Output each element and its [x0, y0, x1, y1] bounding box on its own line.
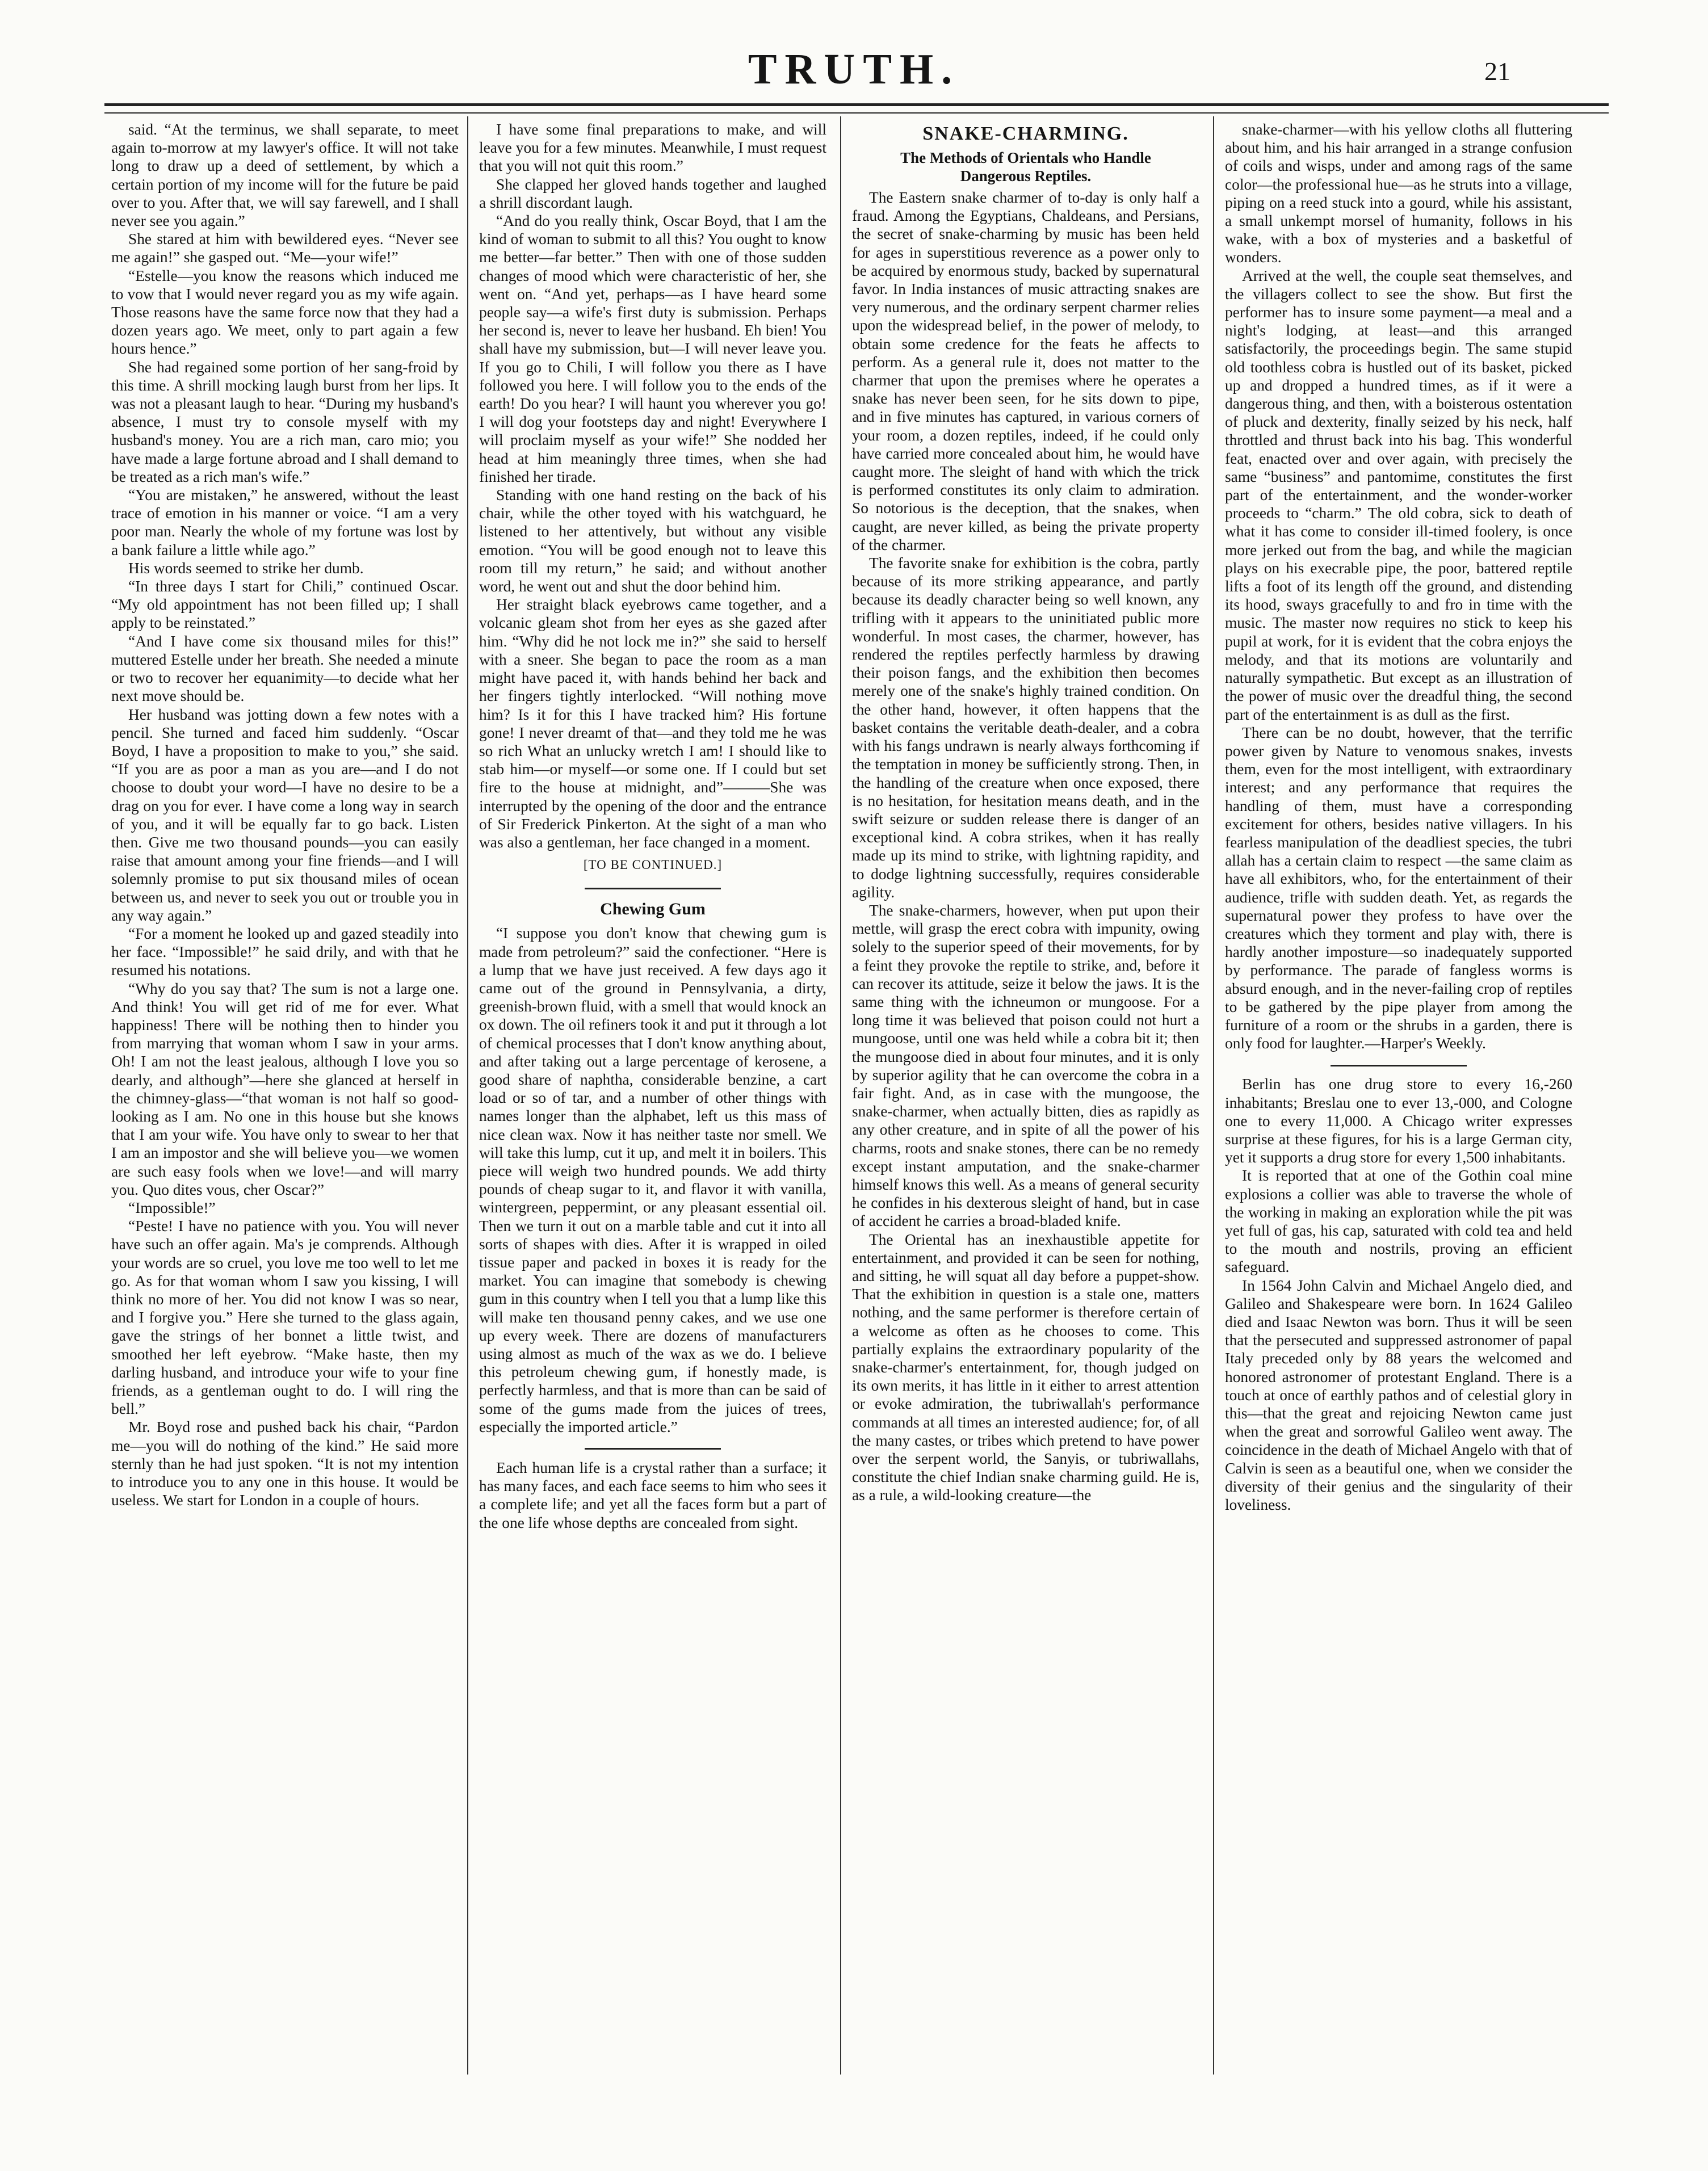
story-paragraph: His words seemed to strike her dumb. — [128, 559, 364, 577]
story-paragraph: Mr. Boyd rose and pushed back his chair, “Pardon me—you will do nothing of the kind.” He said more sternly than he had just spoken. “It is not my intention to introduce you to any one in this house. It would be useless. We start for London in a couple of hours. — [111, 1418, 459, 1509]
news-note: It is reported that at one of the Gothin coal mine explosions a collier was able to traverse the whole of the working in making an exploration while the pit was yet full of gas, his cap, saturated with cold tea and held to the mouth and nostrils, proving an efficient safeguard. — [1225, 1167, 1572, 1276]
newspaper-title: TRUTH. — [748, 45, 960, 93]
section-divider — [479, 881, 826, 892]
article-paragraph: Arrived at the well, the couple seat themselves, and the villagers collect to see the show. But first the performer has to insure some payment—a meal and a night's lodging, at least—and this arranged satisfactorily, the proceedings begin. The same stupid old toothless cobra is hustled out of its basket, picked up and dropped a hundred times, as if it were a dangerous thing, and then, with a boisterous ostentation of pluck and dexterity, finally seized by his neck, half throttled and thrust back into his bag. This wonderful feat, enacted over and over again, with precisely the same “business” and pantomime, constitutes the first part of the entertainment, and the wonder-worker proceeds to “charm.” The old cobra, sick to death of what it has come to consider ill-timed foolery, is once more jerked out from the bag, and while the magician plays on his execrable pipe, the poor, battered reptile lifts a foot of its length off the ground, and distending its hood, sways gracefully to and fro in time with the music. The master now requires no stick to keep his pupil at work, for it is evident that the cobra enjoys the melody, and that its motions are voluntarily and naturally sympathetic. But except as an illustration of the power of music over the dreadful thing, the second part of the entertainment is as dull as the first. — [1225, 267, 1572, 723]
story-paragraph: “For a moment he looked up and gazed steadily into her face. “Impossible!” he said drily, and with that he resumed his notations. — [111, 925, 459, 979]
page-number: 21 — [1484, 57, 1510, 86]
article-paragraph: The favorite snake for exhibition is the cobra, partly because of its more striking appearance, and partly because its deadly character being so well known, any trifling with it appears to the uninitiated public more wonderful. In most cases, the charmer, however, has rendered the reptiles perfectly harmless by drawing their poison fangs, and the exhibition then becomes merely one of the snake's highly trained condition. On the other hand, however, it often happens that the basket contains the veritable death-dealer, and a cobra with his fangs undrawn is nearly always forthcoming if the temptation in money be sufficiently strong. Then, in the handling of the creature when once exposed, there is no hesitation, for hesitation means death, and in the swift seizure or sudden release there is danger of an exceptional kind. A cobra strikes, when it has really made up its mind to strike, with lightning rapidity, and to dodge lightning successfully, requires considerable agility. — [852, 555, 1199, 901]
article-paragraph: snake-charmer—with his yellow cloths all fluttering about him, and his hair arranged in a strange confusion of coils and wisps, under and among rags of the same color—the professional hue—as he struts into a village, piping on a reed stuck into a gourd, while his assistant, a small unkempt morsel of humanity, follows in his wake, with a box of mysteries and a basketful of wonders. — [1225, 121, 1572, 266]
story-paragraph: “And I have come six thousand miles for this!” muttered Estelle under her breath. She needed a minute or two to recover her equanimity—to decide what her next move should be. — [111, 632, 459, 705]
news-note: Berlin has one drug store to every 16,-260 inhabitants; Breslau one to ever 13,-000, and Cologne one to every 11,000. A Chicago writer expresses surprise at these figures, for his is a large German city, yet it supports a drug store for every 1,500 inhabitants. — [1225, 1076, 1572, 1166]
article-paragraph: The Oriental has an inexhaustible appetite for entertainment, and provided it can be seen for nothing, and sitting, he will squat all day before a puppet-show. That the exhibition in question is a stale one, matters nothing, and the same performer is therefore certain of a welcome as often as he chooses to come. This partially explains the extraordinary popularity of the snake-charmer's entertainment, for, though judged on its own merits, it has little in it either to arrest attention or evoke admiration, the tubriwallah's performance commands at all times an interested audience; for, of all the many castes, or tribes which pretend to have power over the serpent world, the Sanyis, or tubriwallahs, constitute the chief Indian snake charming guild. He is, as a rule, a wild-looking creature—the — [852, 1231, 1199, 1504]
story-paragraph: She clapped her gloved hands together and laughed a shrill discordant laugh. — [479, 175, 826, 211]
masthead — [0, 41, 1708, 103]
column-divider — [1213, 116, 1214, 2075]
header-rule-thin — [104, 112, 1609, 114]
story-paragraph: I have some final preparations to make, and will leave you for a few minutes. Meanwhile, I must request that you will not quit this room.” — [479, 121, 826, 175]
article-paragraph: The Eastern snake charmer of to-day is only half a fraud. Among the Egyptians, Chaldeans, and Persians, the secret of snake-charming by music has been held for ages in superstitious reverence as a power only to be acquired by enormous study, backed by supernatural favor. In India instances of music attracting snakes are very numerous, and the ordinary serpent charmer relies upon the widespread belief, in the power of melody, to obtain some credence for the feats he affects to perform. As a general rule it, does not matter to the charmer that upon the premises where he operates a snake has never been seen, for he sits down to pipe, and in five minutes has captured, in various corners of your room, a dozen reptiles, indeed, if he could only have carried more concealed about him, he would have caught more. The sleight of hand with which the trick is performed constitutes its only claim to admiration. So notorious is the deception, that the snakes, when caught, are never killed, as being the private property of the charmer. — [852, 189, 1199, 553]
story-paragraph: She stared at him with bewildered eyes. “Never see me again!” she gasped out. “Me—your wife!” — [111, 230, 459, 266]
story-paragraph: Standing with one hand resting on the back of his chair, while the other toyed with his watchguard, he listened to her attentively, but without any visible emotion. “You will be good enough not to leave this room till my return,” he said; and without another word, he went out and shut the door behind him. — [479, 486, 826, 595]
column-4 — [1225, 120, 1572, 2073]
story-paragraph: “And do you really think, Oscar Boyd, that I am the kind of woman to submit to all this? You ought to know me better—far better.” Then with one of those sudden changes of mood which were characteristic of her, she went on. “And yet, perhaps—as I have heard some people say—a wife's first duty is submission. Perhaps her second is, never to leave her husband. Eh bien! You shall have my submission, but—I will never leave you. If you go to Chili, I will follow you there as I have followed you here. I will follow you to the ends of the earth! Do you hear? I will haunt you wherever you go! I will dog your footsteps day and night! Everywhere I will proclaim myself as your wife!” She nodded her head at him meaningly three times, when she had finished her tirade. — [479, 212, 826, 485]
story-paragraph: “You are mistaken,” he answered, without the least trace of emotion in his manner or voice. “I am a very poor man. Nearly the whole of my fortune was lost by a bank failure a little while ago.” — [111, 486, 459, 559]
story-paragraph: “Estelle—you know the reasons which induced me to vow that I would never regard you as my wife again. Those reasons have the same force now that they had a dozen years ago. We meet, only to part again a few hours hence.” — [111, 267, 459, 358]
header-rule — [104, 103, 1609, 106]
snake-charming-subheadline: The Methods of Orientals who Handle Dangerous Reptiles. — [900, 149, 1151, 184]
story-paragraph: Her straight black eyebrows came together, and a volcanic gleam shot from her eyes as she gazed after him. “Why did he not lock me in?” she said to herself with a sneer. She began to pace the room as a man might have paced it, with hands behind her back and her fingers tightly interlocked. “Will nothing move him? Is it for this I have tracked him? His fortune gone! I never dreamt of that—and they told me he was so rich What an unlucky wretch I am! I should like to stab him—or myself—or some one. If I could but set fire to the house at midnight, and”———She was interrupted by the opening of the door and the entrance of Sir Frederick Pinkerton. At the sight of a man who was also a gentleman, her face changed in a moment. — [479, 596, 826, 851]
news-note: In 1564 John Calvin and Michael Angelo died, and Galileo and Shakespeare were born. In 1624 Galileo died and Isaac Newton was born. Thus it will be seen that the persecuted and suppressed astronomer of papal Italy preceded only by 88 years the welcomed and honored astronomer of protestant England. There is a touch at once of earthly pathos and of celestial glory in this—that the great and rejoicing Newton came just when the great and sorrowful Galileo went away. The coincidence in the death of Michael Angelo with that of Calvin is seen as a beautiful one, when we consider the diversity of their genius and the singularity of their loveliness. — [1225, 1276, 1572, 1514]
column-divider — [467, 116, 468, 2075]
chewing-gum-headline: Chewing Gum — [600, 900, 706, 919]
story-paragraph: “Why do you say that? The sum is not a large one. And think! You will get rid of me for ever. What happiness! There will be nothing then to hinder you from marrying that woman whom I saw in your arms. Oh! I am not the least jealous, although I love you so dearly, and although”—here she glanced at herself in the chimney-glass—“that woman is not half so good-looking as I am. No one in this house but she knows that I am your wife. You have only to swear to her that I am an impostor and she will believe you—we women are such easy fools when we love!—and will marry you. Quo dites vous, cher Oscar?” — [111, 980, 459, 1198]
story-paragraph: She had regained some portion of her sang-froid by this time. A shrill mocking laugh burst from her lips. It was not a pleasant laugh to hear. “During my husband's absence, I must try to console myself with my husband's money. You are a rich man, caro mio; you have made a large fortune abroad and I shall demand to be treated as a rich man's wife.” — [111, 358, 459, 485]
story-paragraph: “Impossible!” — [128, 1199, 216, 1216]
story-paragraph: “Peste! I have no patience with you. You will never have such an offer again. Ma's je comprends. Although your words are so cruel, you love me too well to let me go. As for that woman whom I saw you kissing, I will think no more of her. You did not know I was so near, and I forgive you.” Here she turned to the glass again, gave the strings of her bonnet a little twist, and smoothed her left eyebrow. “Make haste, then my darling husband, and introduce your wife to your fine friends, as a gentleman ought to do. I will ring the bell.” — [111, 1217, 459, 1418]
column-1 — [111, 120, 459, 2073]
section-divider — [479, 1442, 826, 1453]
to-be-continued: [TO BE CONTINUED.] — [583, 858, 723, 872]
column-2 — [479, 120, 826, 2073]
column-3 — [852, 120, 1199, 2073]
snake-charming-headline: SNAKE-CHARMING. — [922, 123, 1129, 144]
gum-paragraph: “I suppose you don't know that chewing gum is made from petroleum?” said the confectioner. “Here is a lump that we have just received. A few days ago it came out of the ground in Pennsylvania, a dirty, greenish-brown fluid, with a smell that would knock an ox down. The oil refiners took it and put it through a lot of chemical processes that I don't know anything about, and after taking out a large percentage of kerosene, a good share of naphtha, considerable benzine, a cart load or so of tar, and a number of other things with names longer than the alphabet, left us this mass of nice clean wax. Now it has neither taste nor smell. We will take this lump, cut it up, and melt it in boilers. This piece will weigh two hundred pounds. We add thirty pounds of cheap sugar to it, and flavor it with vanilla, wintergreen, peppermint, or any pleasant essential oil. Then we turn it out on a marble table and cut it into all sorts of shapes with dies. After it is wrapped in oiled tissue paper and packed in boxes it is ready for the market. You can imagine that somebody is chewing gum in this country when I tell you that a lump like this will make ten thousand penny cakes, and we use one up every week. There are dozens of manufacturers using almost as much of the wax as we do. I believe this petroleum chewing gum, if honestly made, is perfectly harmless, and that is more than can be said of some of the gums made from the juices of trees, especially the imported article.” — [479, 925, 826, 1435]
article-paragraph: There can be no doubt, however, that the terrific power given by Nature to venomous snakes, invests them, even for the most intelligent, with extraordinary interest; and any performance that requires the handling of them, must have a corresponding excitement for others, besides native villagers. In his fearless manipulation of the deadliest species, the tubri allah has a certain claim to respect —the same claim as have all exhibitors, who, for the entertainment of their audience, trifle with sudden death. Yet, as regards the supernatural power they profess to have over the creatures which they torment and play with, there is hardly another imposture—so inadequately supported by performance. The parade of fangless worms is absurd enough, and in the never-failing crop of reptiles to be gathered by the pipe player from among the furniture of a room or the shrubs in a garden, there is only food for laughter.—Harper's Weekly. — [1225, 724, 1572, 1052]
story-paragraph: “In three days I start for Chili,” continued Oscar. “My old appointment has not been filled up; I shall apply to be reinstated.” — [111, 578, 459, 632]
story-paragraph: Her husband was jotting down a few notes with a pencil. She turned and faced him suddenly. “Oscar Boyd, I have a proposition to make to you,” she said. “If you are as poor a man as you are—and I do not choose to doubt your word—I have no desire to be a drag on you for ever. I have come a long way in search of you, and it will be equally far to go back. Listen then. Give me two thousand pounds—you can easily raise that amount among your fine friends—and I will solemnly promise to put six thousand miles of ocean between us, and never to seek you out or trouble you in any way again.” — [111, 706, 459, 924]
life-paragraph: Each human life is a crystal rather than a surface; it has many faces, and each face seems to him who sees it a complete life; and yet all the faces form but a part of the one life whose depths are concealed from sight. — [479, 1459, 826, 1531]
column-divider — [840, 116, 841, 2075]
section-divider — [1225, 1058, 1572, 1069]
story-paragraph: said. “At the terminus, we shall separate, to meet again to-morrow at my lawyer's office. It will not take long to draw up a deed of settlement, by which a certain portion of my income will for the future be paid over to you. After that, we will say farewell, and I shall never see you again.” — [111, 121, 459, 230]
article-paragraph: The snake-charmers, however, when put upon their mettle, will grasp the erect cobra with impunity, owing solely to the superior speed of their movements, for by a feint they provoke the reptile to strike, and, before it can recover its attitude, seize it below the jaws. It is the same thing with the ichneumon or mungoose. For a long time it was believed that poison could not hurt a mungoose, until one was held while a cobra bit it; then the mungoose died in about four minutes, and it is only by superior agility that he can overcome the cobra in a fair fight. And, as in case with the mungoose, the snake-charmer, when actually bitten, dies as rapidly as any other creature, and in spite of all the power of his charms, roots and snake stones, there can be no remedy except instant amputation, and the snake-charmer himself knows this well. As a means of general security he confides in his dexterous sleight of hand, but in case of accident he carries a broad-bladed knife. — [852, 901, 1199, 1230]
